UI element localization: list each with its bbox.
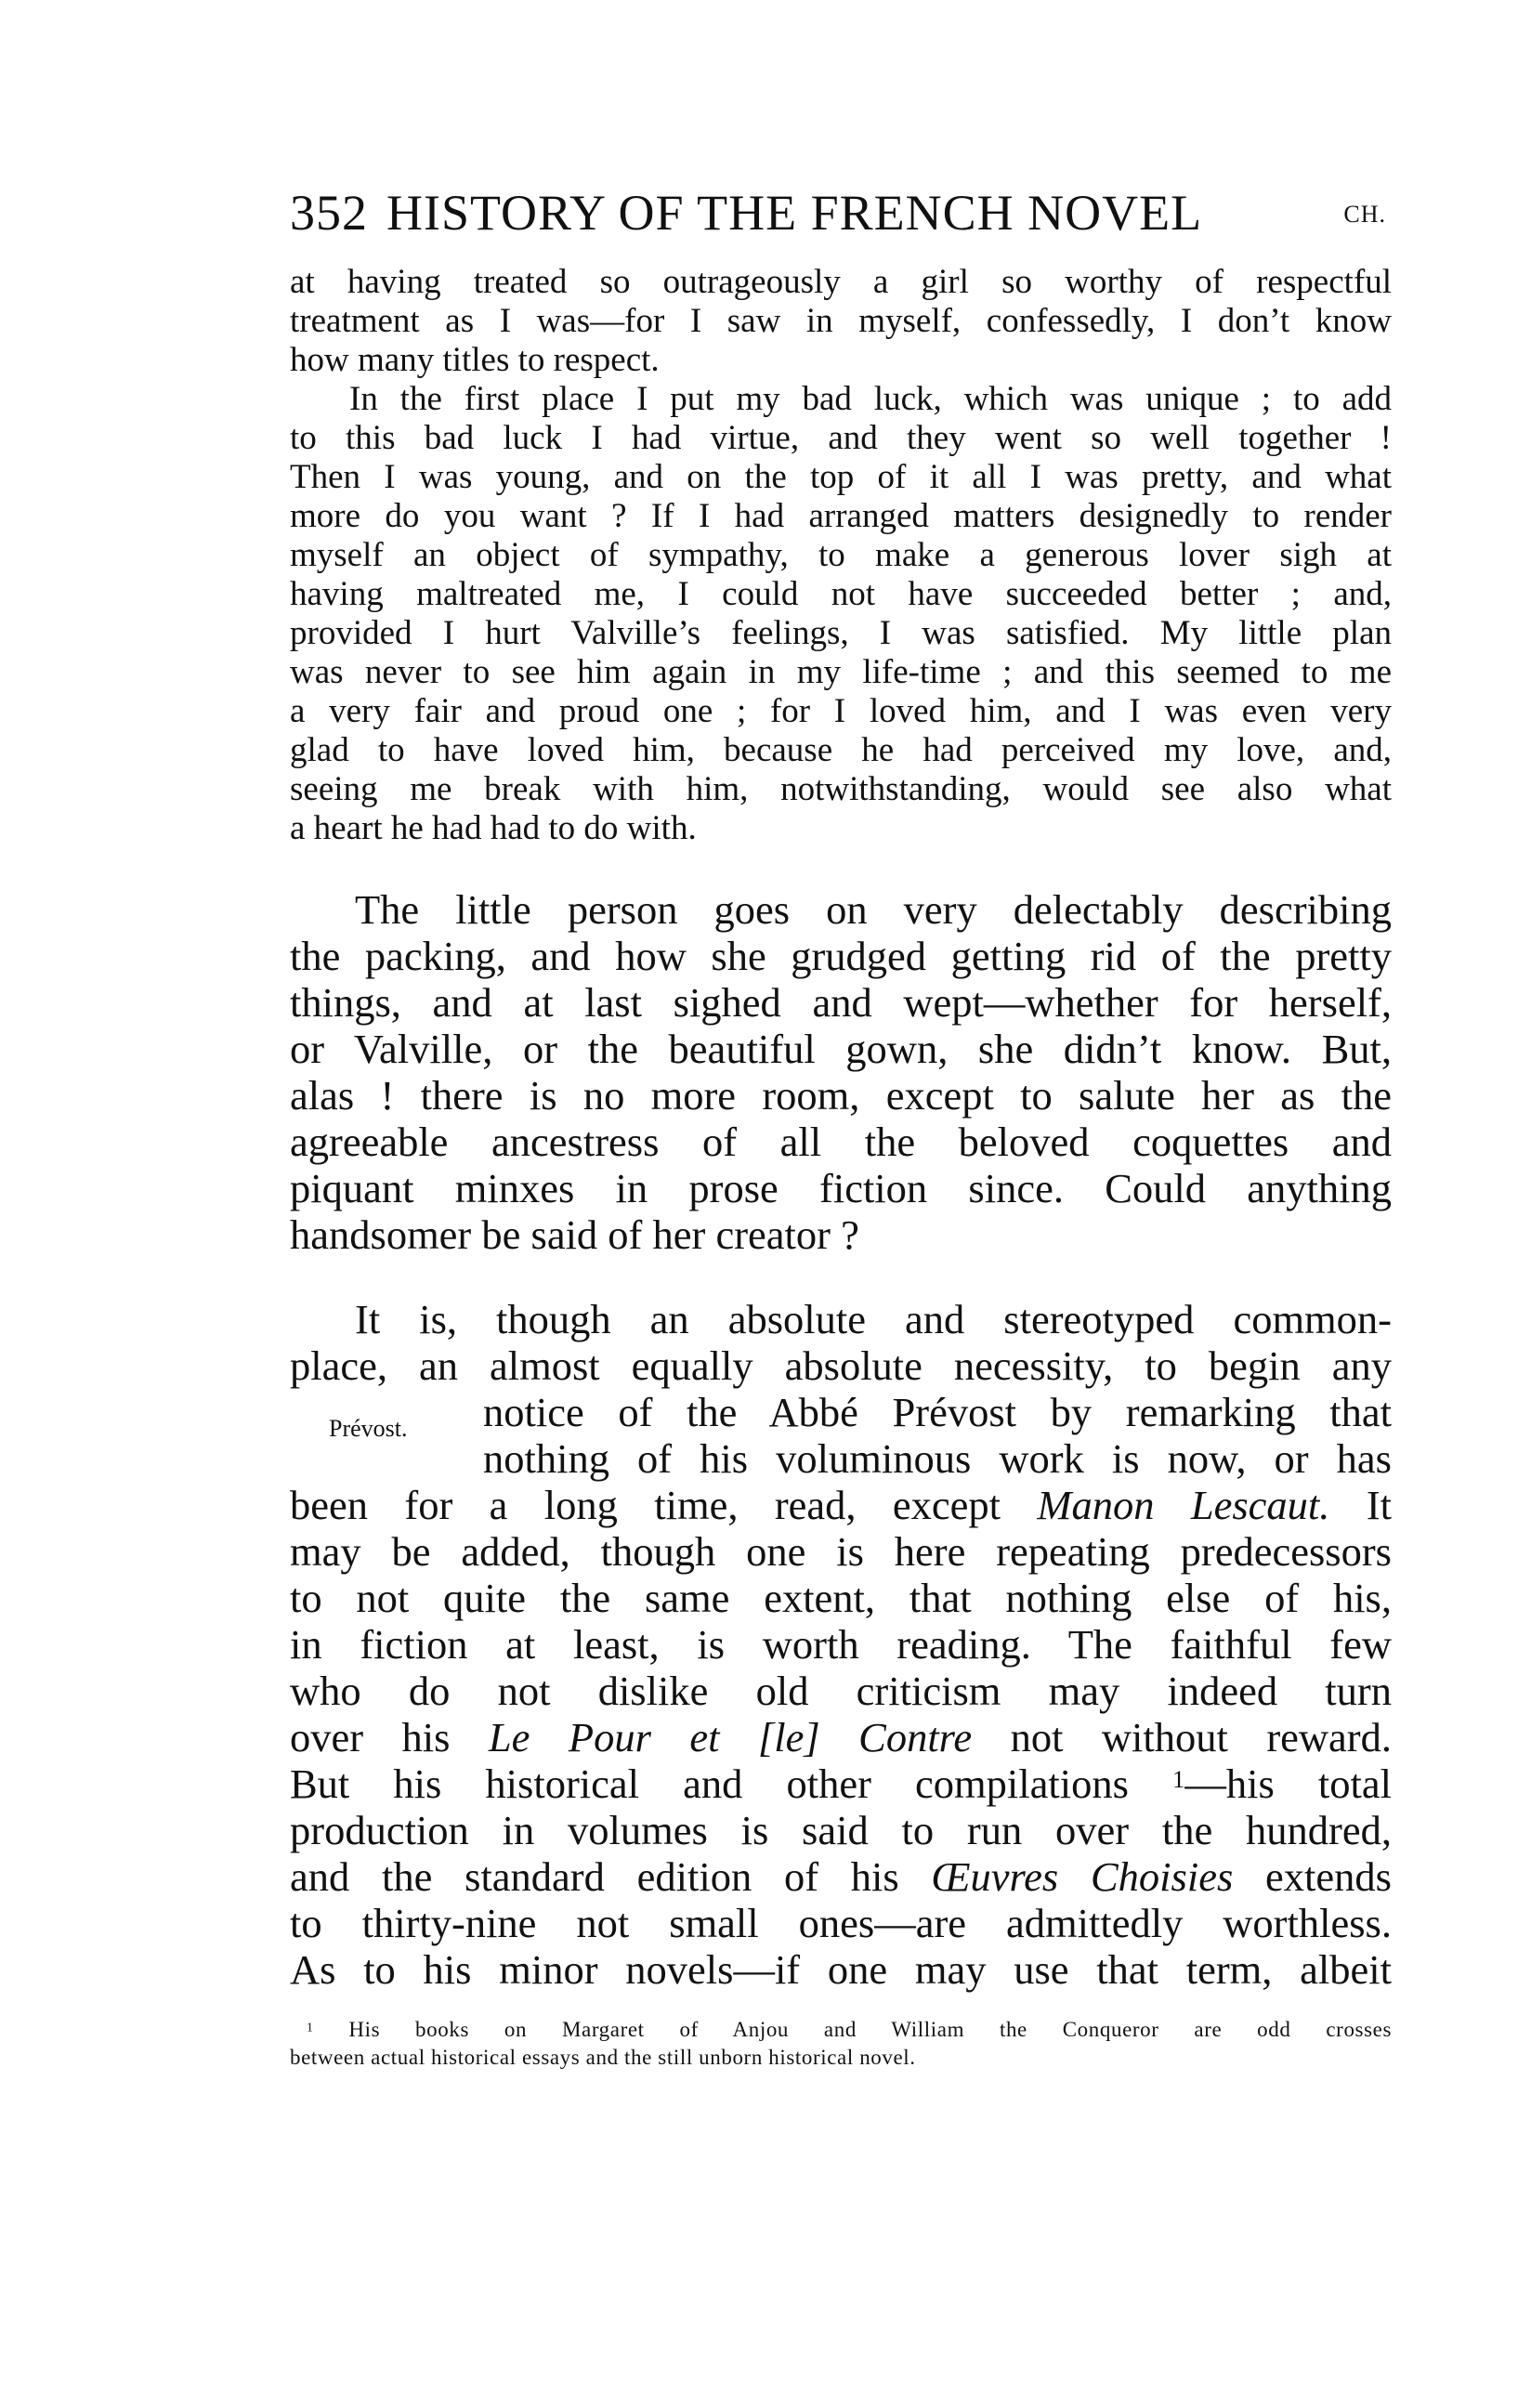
paragraph-line: or Valville, or the beautiful gown, she didn’t know. But,	[290, 1026, 1392, 1072]
page-number: 352	[290, 185, 368, 241]
text-run: But his historical and other compilations	[290, 1760, 1173, 1807]
paragraph-line: place, an almost equally absolute necessity, to begin any	[290, 1342, 1392, 1389]
running-title: HISTORY OF THE FRENCH NOVEL	[386, 185, 1203, 241]
footnote-text: His books on Margaret of Anjou and William the Conqueror are odd crosses	[313, 2018, 1392, 2041]
paragraph-line: things, and at last sighed and wept—whether for herself,	[290, 979, 1392, 1026]
paragraph-line: As to his minor novels—if one may use that term, albeit	[290, 1946, 1392, 1993]
book-title: Manon Lescaut.	[1037, 1482, 1330, 1528]
margin-note: Prévost.	[329, 1415, 408, 1442]
quote-line: at having treated so outrageously a girl so worthy of respectful	[290, 263, 1392, 301]
quote-line: Then I was young, and on the top of it all I was pretty, and what	[290, 458, 1392, 496]
running-header	[290, 184, 1392, 240]
paragraph-line: may be added, though one is here repeating predecessors	[290, 1528, 1392, 1575]
quote-line: provided I hurt Valville’s feelings, I was satisfied. My little plan	[290, 614, 1392, 652]
text-run: over his	[290, 1714, 489, 1760]
book-title: Œuvres Choisies	[931, 1853, 1234, 1900]
quote-line: was never to see him again in my life-time ; and this seemed to me	[290, 653, 1392, 691]
paragraph-line	[290, 1713, 1392, 1761]
paragraph-line: the packing, and how she grudged getting rid of the pretty	[290, 933, 1392, 979]
text-run: extends	[1233, 1853, 1392, 1900]
text-run: been for a long time, read, except	[290, 1482, 1038, 1528]
quote-line: myself an object of sympathy, to make a generous lover sigh at	[290, 536, 1392, 574]
text-run: —his total	[1184, 1760, 1392, 1807]
book-title-bracket: [le]	[757, 1714, 820, 1760]
paragraph-line: agreeable ancestress of all the beloved coquettes and	[290, 1119, 1392, 1165]
paragraph-line	[290, 1760, 1392, 1808]
paragraph-line: in fiction at least, is worth reading. The faithful few	[290, 1621, 1392, 1668]
quote-line: treatment as I was—for I saw in myself, confessedly, I don’t know	[290, 302, 1392, 340]
footnote-line	[307, 2018, 1392, 2042]
paragraph-line: notice of the Abbé Prévost by remarking that	[483, 1389, 1392, 1435]
paragraph-line: to not quite the same extent, that nothing else of his,	[290, 1575, 1392, 1621]
quote-line: more do you want ? If I had arranged matters designedly to render	[290, 497, 1392, 535]
footnote-marker: 1	[307, 2020, 314, 2035]
paragraph-line: It is, though an absolute and stereotyped common-	[355, 1296, 1392, 1342]
chapter-marker: CH.	[1343, 201, 1386, 228]
quote-line: to this bad luck I had virtue, and they went so well together !	[290, 419, 1392, 457]
quote-line: having maltreated me, I could not have succeeded better ; and,	[290, 575, 1392, 613]
paragraph-line: piquant minxes in prose fiction since. Could anything	[290, 1165, 1392, 1211]
paragraph-line	[290, 1852, 1392, 1901]
book-title: Contre	[819, 1714, 973, 1760]
paragraph-line: The little person goes on very delectably describing	[355, 886, 1392, 933]
paragraph-line: handsomer be said of her creator ?	[290, 1211, 859, 1258]
text-run: not without reward.	[972, 1714, 1392, 1760]
quote-line: a heart he had had to do with.	[290, 809, 697, 847]
quote-line: In the first place I put my bad luck, which was unique ; to add	[349, 380, 1392, 418]
paragraph-line	[290, 1481, 1392, 1529]
paragraph-line: who do not dislike old criticism may indeed turn	[290, 1668, 1392, 1714]
book-title: Le Pour et	[488, 1714, 758, 1760]
text-run: It	[1329, 1482, 1392, 1528]
paragraph-line: alas ! there is no more room, except to salute her as the	[290, 1072, 1392, 1119]
quote-line: glad to have loved him, because he had perceived my love, and,	[290, 731, 1392, 769]
paragraph-line: nothing of his voluminous work is now, or has	[483, 1435, 1392, 1482]
quote-line: a very fair and proud one ; for I loved him, and I was even very	[290, 692, 1392, 730]
quote-line: how many titles to respect.	[290, 341, 660, 379]
footnote-reference[interactable]: 1	[1172, 1765, 1185, 1794]
footnote-line: between actual historical essays and the still unborn historical novel.	[290, 2046, 916, 2069]
text-run: and the standard edition of his	[290, 1853, 932, 1900]
paragraph-line: production in volumes is said to run over the hundred,	[290, 1807, 1392, 1853]
quote-line: seeing me break with him, notwithstanding, would see also what	[290, 770, 1392, 808]
paragraph-line: to thirty-nine not small ones—are admittedly worthless.	[290, 1900, 1392, 1946]
